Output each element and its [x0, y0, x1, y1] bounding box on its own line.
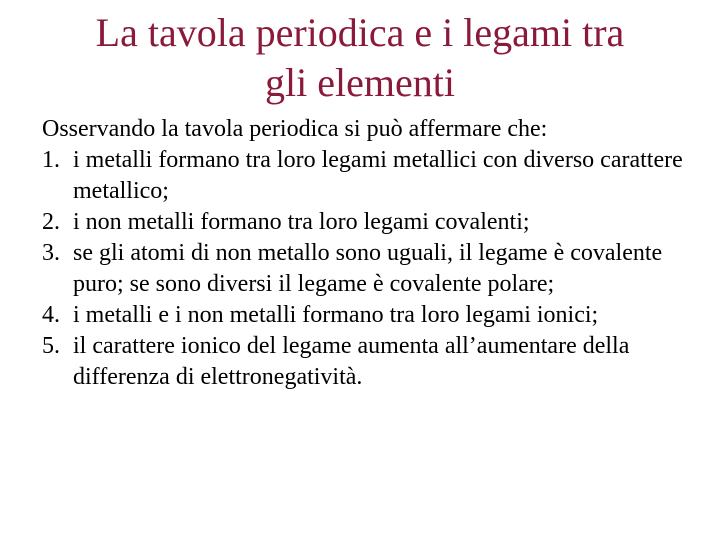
list-number: 5. [42, 333, 60, 359]
slide-title [40, 8, 680, 108]
title-line-1: La tavola periodica e i legami tra [95, 10, 625, 55]
list-number: 1. [42, 147, 60, 173]
list-item [42, 300, 702, 331]
list-item-text: i metalli formano tra loro legami metallici con diverso carattere metallico; [73, 147, 683, 204]
intro-text: Osservando la tavola periodica si può affermare che: [42, 116, 548, 142]
list-item-text: i non metalli formano tra loro legami covalenti; [73, 209, 530, 235]
numbered-list [42, 145, 702, 393]
list-number: 3. [42, 240, 60, 266]
list-item [42, 331, 702, 393]
list-item-text: i metalli e i non metalli formano tra loro legami ionici; [73, 302, 599, 328]
list-number: 2. [42, 209, 60, 235]
list-item [42, 145, 702, 207]
list-item-text: il carattere ionico del legame aumenta all’aumentare della differenza di elettronegatività. [73, 333, 630, 390]
list-item [42, 207, 702, 238]
list-number: 4. [42, 302, 60, 328]
slide-body [42, 114, 702, 393]
list-item [42, 238, 702, 300]
title-line-2: gli elementi [265, 60, 455, 105]
list-item-text: se gli atomi di non metallo sono uguali, il legame è covalente puro; se sono diversi il legame è covalente polare; [73, 240, 663, 297]
